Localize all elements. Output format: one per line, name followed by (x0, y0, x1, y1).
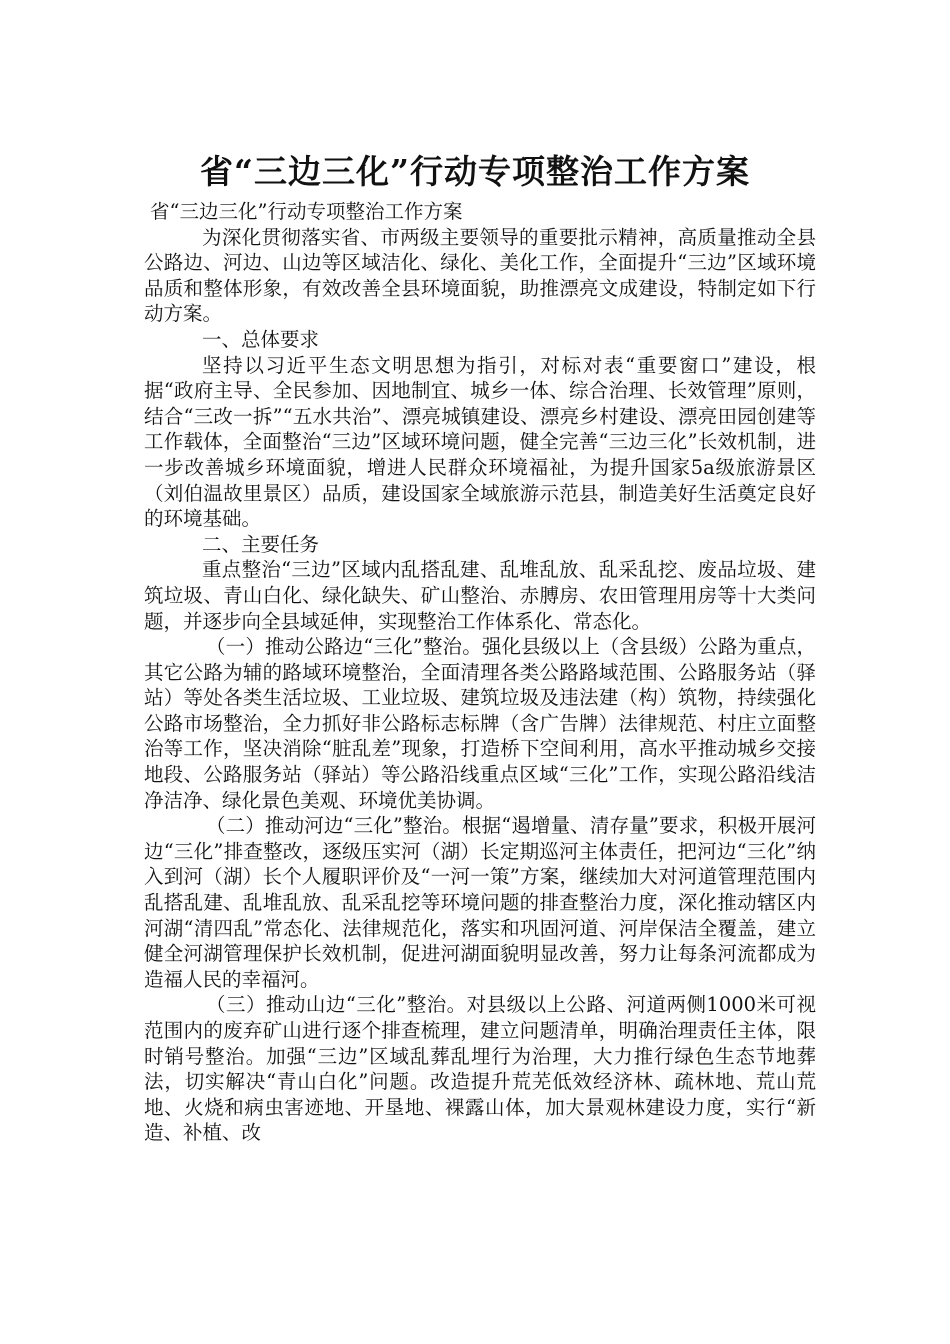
document-body (144, 199, 816, 1146)
intro-paragraph: 为深化贯彻落实省、市两级主要领导的重要批示精神，高质量推动全县公路边、河边、山边等区域洁化、绿化、美化工作，全面提升“三边”区域环境品质和整体形象，有效改善全县环境面貌，助推漂亮文成建设，特制定如下行动方案。 (144, 225, 816, 326)
document-title: 省“三边三化”行动专项整治工作方案 (200, 152, 750, 192)
section-heading-general-requirements: 一、总体要求 (202, 327, 320, 351)
main-tasks-paragraph: 重点整治“三边”区域内乱搭乱建、乱堆乱放、乱采乱挖、废品垃圾、建筑垃圾、青山白化、绿化缺失、矿山整治、赤膊房、农田管理用房等十大类问题，并逐步向全县域延伸，实现整治工作体系化、常态化。 (144, 558, 816, 633)
road-side-paragraph: （一）推动公路边“三化”整治。强化县级以上（含县级）公路为重点，其它公路为辅的路域环境整治，全面清理各类公路路域范围、公路服务站（驿站）等处各类生活垃圾、工业垃圾、建筑垃圾及违法建（构）筑物，持续强化公路市场整治，全力抓好非公路标志标牌（含广告牌）法律规范、村庄立面整治等工作，坚决消除“脏乱差”现象，打造桥下空间利用，高水平推动城乡交接地段、公路服务站（驿站）等公路沿线重点区域“三化”工作，实现公路沿线洁净洁净、绿化景色美观、环境优美协调。 (144, 635, 816, 812)
river-side-paragraph: （二）推动河边“三化”整治。根据“遏增量、清存量”要求，积极开展河边“三化”排查整改，逐级压实河（湖）长定期巡河主体责任，把河边“三化”纳入到河（湖）长个人履职评价及“一河一策”方案，继续加大对河道管理范围内乱搭乱建、乱堆乱放、乱采乱挖等环境问题的排查整治力度，深化推动辖区内河湖“清四乱”常态化、法律规范化，落实和巩固河道、河岸保洁全覆盖，建立健全河湖管理保护长效机制，促进河湖面貌明显改善，努力让每条河流都成为造福人民的幸福河。 (144, 814, 816, 991)
general-requirements-paragraph: 坚持以习近平生态文明思想为指引，对标对表“重要窗口”建设，根据“政府主导、全民参加、因地制宜、城乡一体、综合治理、长效管理”原则，结合“三改一拆”“五水共治”、漂亮城镇建设、漂亮乡村建设、漂亮田园创建等工作载体，全面整治“三边”区域环境问题，健全完善“三边三化”长效机制，进一步改善城乡环境面貌，增进人民群众环境福祉，为提升国家5a级旅游景区（刘伯温故里景区）品质，建设国家全域旅游示范县，制造美好生活奠定良好的环境基础。 (144, 353, 816, 531)
mountain-side-paragraph: （三）推动山边“三化”整治。对县级以上公路、河道两侧1000米可视范围内的废弃矿山进行逐个排查梳理，建立问题清单，明确治理责任主体，限时销号整治。加强“三边”区域乱葬乱埋行为治理，大力推行绿色生态节地葬法，切实解决“青山白化”问题。改造提升荒芜低效经济林、疏林地、荒山荒地、火烧和病虫害迹地、开垦地、裸露山体，加大景观林建设力度，实行“新造、补植、改 (144, 993, 816, 1145)
document-subtitle: 省“三边三化”行动专项整治工作方案 (150, 200, 463, 223)
section-heading-main-tasks: 二、主要任务 (202, 532, 320, 556)
